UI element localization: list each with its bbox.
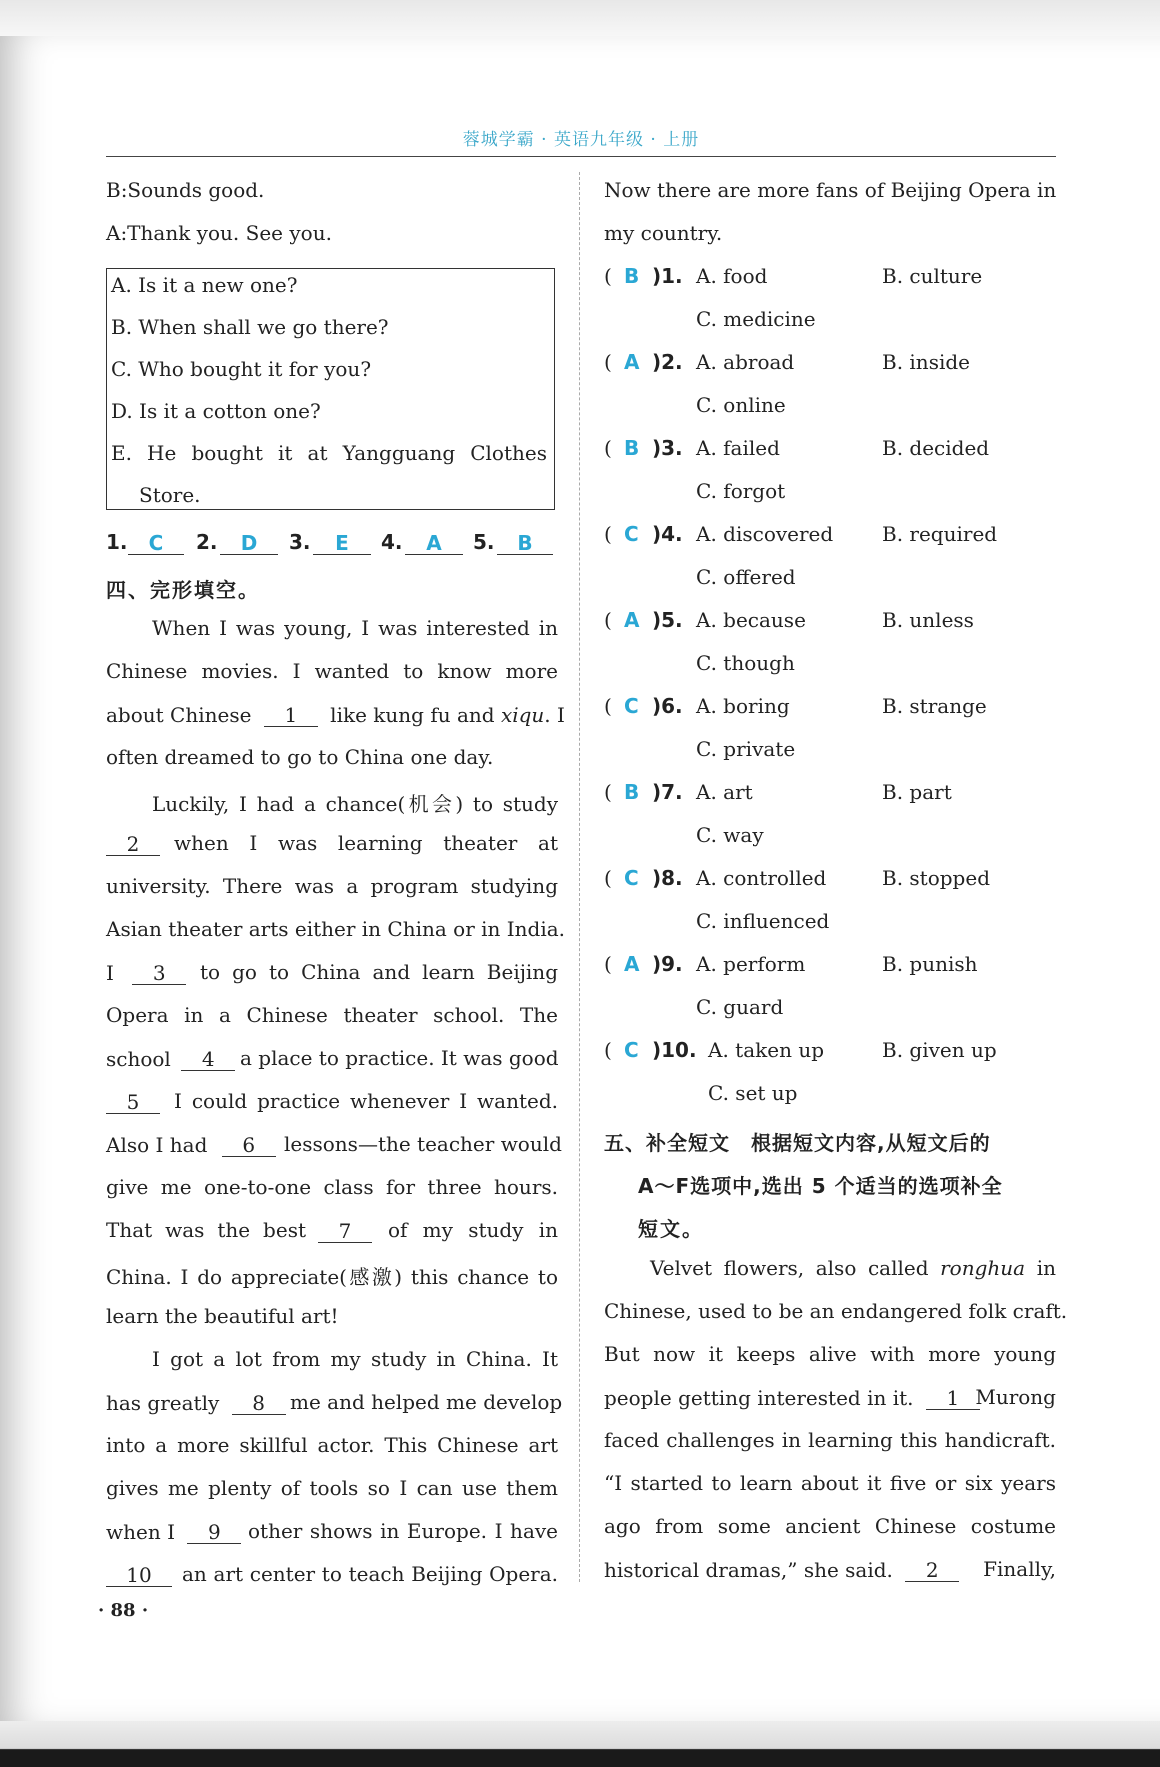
answer-num: 4.	[381, 530, 403, 554]
option-b: B. unless	[882, 608, 974, 632]
cloze-line	[106, 960, 558, 985]
option-c: C. online	[696, 393, 786, 417]
option-c: C. influenced	[696, 909, 830, 933]
text: when I	[106, 1520, 175, 1544]
passage-line: Chinese, used to be an endangered folk craft.	[604, 1299, 1068, 1323]
cloze-line: When I was young, I was interested in	[152, 616, 558, 640]
italic-term: xiqu	[500, 703, 545, 727]
cloze-line: university. There was a program studying	[106, 874, 558, 898]
blank-3: 3	[132, 960, 186, 985]
option-e-cont: Store.	[139, 483, 201, 507]
text: I could practice whenever I wanted.	[174, 1089, 558, 1113]
blank-8: 8	[232, 1390, 286, 1415]
cloze-line	[106, 1132, 562, 1157]
option-c: C. set up	[708, 1081, 798, 1105]
text: in	[1036, 1256, 1056, 1280]
text: Velvet flowers, also called	[650, 1256, 929, 1280]
blank-1: 1	[264, 702, 318, 727]
blank-9: 9	[187, 1519, 241, 1544]
option-c: C. medicine	[696, 307, 816, 331]
question-answer: C	[624, 694, 639, 718]
blank-p2: 2	[905, 1557, 959, 1582]
blank-5: 5	[106, 1089, 160, 1114]
text: an art center to teach Beijing Opera.	[182, 1562, 558, 1586]
cloze-line: I got a lot from my study in China. It	[152, 1347, 558, 1371]
option-c: C. way	[696, 823, 764, 847]
section5-heading: 五、补全短文 根据短文内容,从短文后的	[604, 1131, 991, 1155]
intro-line: Now there are more fans of Beijing Opera in	[604, 178, 1057, 202]
blank-4: 4	[181, 1046, 235, 1071]
option-a: A. because	[696, 608, 806, 632]
paren-open: (	[604, 264, 612, 288]
page-number: · 88 ·	[98, 1600, 149, 1621]
option-b: B. When shall we go there?	[111, 315, 389, 339]
answer-num: 2.	[196, 530, 218, 554]
paren-open: (	[604, 522, 612, 546]
paren-open: (	[604, 350, 612, 374]
passage-line	[604, 1385, 1056, 1410]
option-c: C. offered	[696, 565, 796, 589]
page-header: 蓉城学霸 · 英语九年级 · 上册	[462, 130, 700, 150]
option-b: B. required	[882, 522, 998, 546]
question-answer: B	[624, 436, 640, 460]
text: That was the best	[106, 1218, 306, 1242]
paren-open: (	[604, 694, 612, 718]
passage-line	[604, 1557, 1056, 1582]
section5-heading-2: A～F选项中,选出 5 个适当的选项补全	[638, 1174, 1003, 1198]
option-e: E. He bought it at Yangguang Clothes	[111, 441, 547, 465]
option-a: A. boring	[696, 694, 790, 718]
option-c: C. Who bought it for you?	[111, 357, 372, 381]
dialogue-a: A:Thank you. See you.	[106, 221, 332, 245]
answer-blank: B	[497, 530, 553, 555]
blank-7: 7	[318, 1218, 372, 1243]
option-b: B. given up	[882, 1038, 997, 1062]
question-number: )4.	[652, 522, 683, 546]
cloze-line: Chinese movies. I wanted to know more	[106, 659, 558, 683]
text: Murong	[975, 1385, 1056, 1409]
text: I	[106, 961, 114, 985]
text: school	[106, 1047, 171, 1071]
option-b: B. culture	[882, 264, 983, 288]
paren-open: (	[604, 608, 612, 632]
cloze-line: Asian theater arts either in China or in India.	[106, 917, 566, 941]
cloze-line: into a more skillful actor. This Chinese art	[106, 1433, 558, 1457]
paren-open: (	[604, 866, 612, 890]
column-divider	[579, 172, 580, 1582]
cloze-line: learn the beautiful art!	[106, 1304, 339, 1328]
option-b: B. inside	[882, 350, 970, 374]
question-answer: A	[624, 952, 640, 976]
paren-open: (	[604, 780, 612, 804]
option-d: D. Is it a cotton one?	[111, 399, 321, 423]
text: historical dramas,” she said.	[604, 1558, 893, 1582]
question-number: )8.	[652, 866, 683, 890]
top-margin	[0, 0, 1160, 36]
answer-num: 1.	[106, 530, 128, 554]
question-number: )5.	[652, 608, 683, 632]
dialogue-b: B:Sounds good.	[106, 178, 265, 202]
option-b: B. strange	[882, 694, 987, 718]
text: . I	[544, 703, 565, 727]
option-a: A. art	[696, 780, 753, 804]
text: people getting interested in it.	[604, 1386, 914, 1410]
question-answer: C	[624, 1038, 639, 1062]
cloze-line: give me one-to-one class for three hours.	[106, 1175, 558, 1199]
paren-open: (	[604, 1038, 612, 1062]
paren-open: (	[604, 952, 612, 976]
question-answer: C	[624, 522, 639, 546]
passage-line: ago from some ancient Chinese costume	[604, 1514, 1056, 1538]
blank-2: 2	[106, 831, 160, 856]
text: a place to practice. It was good	[240, 1046, 559, 1070]
option-b: B. part	[882, 780, 952, 804]
passage-line: “I started to learn about it five or six years	[604, 1471, 1056, 1495]
text: Finally,	[983, 1557, 1056, 1581]
option-a: A. Is it a new one?	[111, 273, 298, 297]
question-answer: A	[624, 608, 640, 632]
option-c: C. private	[696, 737, 796, 761]
header-rule	[106, 156, 1056, 157]
answer-blank: C	[128, 530, 184, 555]
answer-blank: E	[313, 530, 371, 555]
text: when I was learning theater at	[174, 831, 558, 855]
question-number: )1.	[652, 264, 683, 288]
option-a: A. abroad	[696, 350, 795, 374]
intro-line: my country.	[604, 221, 723, 245]
text: of my study in	[388, 1218, 558, 1242]
cloze-line	[106, 1519, 558, 1544]
question-number: )2.	[652, 350, 683, 374]
cloze-line	[106, 1089, 558, 1114]
passage-line: But now it keeps alive with more young	[604, 1342, 1056, 1366]
cloze-line: Opera in a Chinese theater school. The	[106, 1003, 558, 1027]
question-number: )6.	[652, 694, 683, 718]
answer-blank: A	[405, 530, 463, 555]
options-box	[106, 268, 555, 510]
text: has greatly	[106, 1391, 220, 1415]
cloze-line: China. I do appreciate(感激) this chance to	[106, 1265, 558, 1289]
question-number: )9.	[652, 952, 683, 976]
passage-line: faced challenges in learning this handicraft.	[604, 1428, 1056, 1452]
question-answer: B	[624, 264, 640, 288]
option-c: C. guard	[696, 995, 784, 1019]
cloze-line	[106, 1562, 558, 1587]
option-a: A. taken up	[708, 1038, 824, 1062]
question-answer: C	[624, 866, 639, 890]
text: me and helped me develop	[290, 1390, 563, 1414]
text: like kung fu and	[330, 703, 495, 727]
answer-num: 5.	[473, 530, 495, 554]
option-a: A. failed	[696, 436, 780, 460]
blank-10: 10	[106, 1562, 172, 1587]
paren-open: (	[604, 436, 612, 460]
option-a: A. discovered	[696, 522, 834, 546]
blank-p1: 1	[926, 1385, 980, 1410]
option-b: B. punish	[882, 952, 978, 976]
italic-term: ronghua	[940, 1256, 1026, 1280]
question-answer: B	[624, 780, 640, 804]
answer-blank: D	[220, 530, 278, 555]
question-number: )7.	[652, 780, 683, 804]
cloze-line	[106, 702, 565, 727]
text: other shows in Europe. I have	[248, 1519, 558, 1543]
option-c: C. forgot	[696, 479, 786, 503]
answer-num: 3.	[289, 530, 311, 554]
text: to go to China and learn Beijing	[200, 960, 558, 984]
cloze-line	[106, 1046, 558, 1071]
text: about Chinese	[106, 703, 252, 727]
bottom-margin	[0, 1721, 1160, 1767]
blank-6: 6	[222, 1132, 276, 1157]
section4-heading: 四、完形填空。	[106, 578, 260, 602]
cloze-line: Luckily, I had a chance(机会) to study	[152, 792, 558, 816]
option-b: B. stopped	[882, 866, 990, 890]
option-b: B. decided	[882, 436, 990, 460]
cloze-line: gives me plenty of tools so I can use them	[106, 1476, 558, 1500]
text	[650, 1256, 1056, 1280]
option-a: A. food	[696, 264, 768, 288]
option-c: C. though	[696, 651, 795, 675]
option-a: A. controlled	[696, 866, 827, 890]
question-number: )10.	[652, 1038, 697, 1062]
option-a: A. perform	[696, 952, 806, 976]
section5-heading-3: 短文。	[638, 1217, 704, 1241]
text: Also I had	[106, 1133, 208, 1157]
cloze-line	[106, 1390, 563, 1415]
text: lessons—the teacher would	[284, 1132, 562, 1156]
question-number: )3.	[652, 436, 683, 460]
cloze-line	[106, 831, 558, 856]
cloze-line: often dreamed to go to China one day.	[106, 745, 494, 769]
question-answer: A	[624, 350, 640, 374]
